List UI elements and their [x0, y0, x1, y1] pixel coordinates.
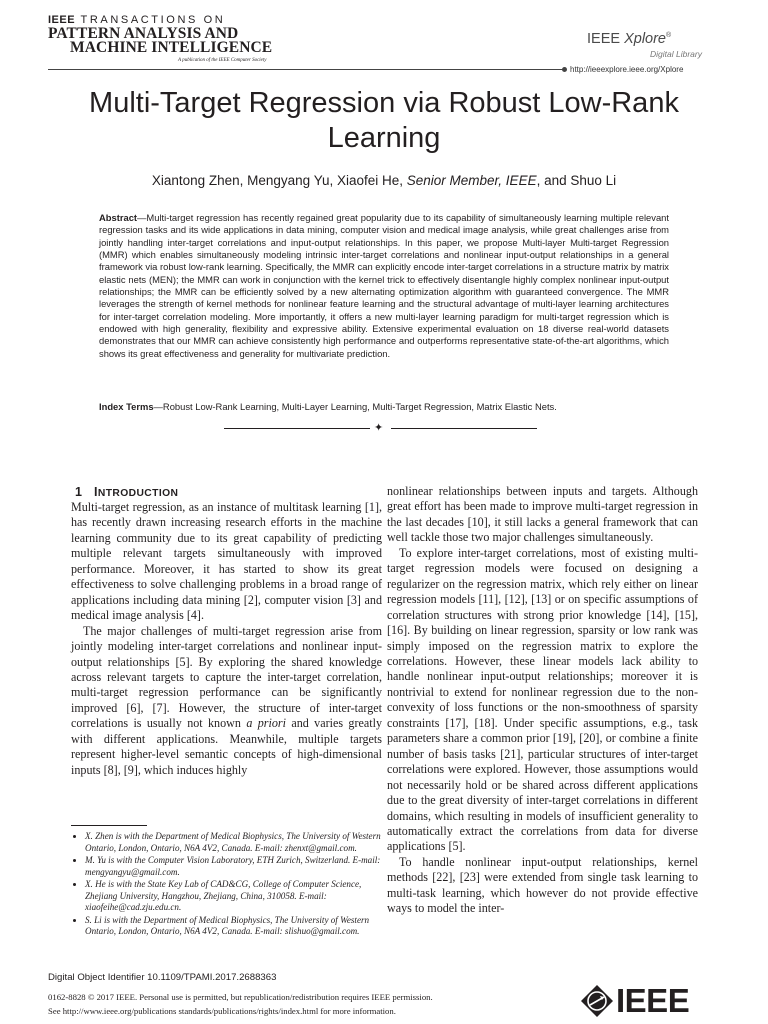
col1-paragraph-1: Multi-target regression, as an instance of multitask learning [1], has recently drawn increasing research efforts in the machine learning community due to its great capability of predicting multiple relevant targets simultaneously with improved performance. Moreover, it has started to show its great effectiveness to solve challenging problems in a broad range of applications including data mining [2], computer vision [3] and medical image analysis [4]. — [71, 500, 382, 623]
publication-note: A publication of the IEEE Computer Society — [178, 58, 267, 63]
header-rule — [48, 69, 564, 70]
abstract-text: —Multi-target regression has recently regained great popularity due to its capability of simultaneously learning multiple relevant regression tasks and its wide applications in data mining, computer vision and medical image analysis, while great challenges arise from jointly handling inter-target correlations and input-output relationships. In this paper, we propose Multi-layer Multi-target Regression (MMR) which enables simultaneously modeling intrinsic inter-target correlations and nonlinear input-output relationships in a general framework via robust low-rank learning. Specifically, the MMR can explicitly encode inter-target correlations in a structure matrix by matrix elastic nets (MEN); the MMR can work in conjunction with the kernel trick to effectively disentangle highly complex nonlinear input-output relationships; the MMR can be efficiently solved by a new alternating optimization algorithm with guaranteed convergence. The MMR leverages the strength of kernel methods for nonlinear feature learning and the structural advantage of multi-layer learning architectures for inter-target correlation modeling. More importantly, it offers a new multi-layer learning paradigm for multi-target regression which is endowed with high generality, flexibility and expressive ability. Extensive experimental evaluation on 18 diverse real-world datasets demonstrates that our MMR can achieve consistently high performance and outperforms representative state-of-the-art algorithms, which shows its great effectiveness and generality for multivariate prediction. — [99, 212, 669, 359]
divider-right — [391, 428, 537, 429]
xplore-reg: ® — [666, 32, 672, 40]
index-terms-label: Index Terms — [99, 401, 154, 412]
copyright-line-1: 0162-8828 © 2017 IEEE. Personal use is permitted, but republication/redistribution requires IEEE permission. — [48, 992, 433, 1002]
xplore-logo — [587, 31, 671, 47]
divider-diamond-icon: ✦ — [374, 422, 384, 434]
abstract — [99, 212, 669, 360]
copyright-line-2: See http://www.ieee.org/publications standards/publications/rights/index.html for more information. — [48, 1006, 396, 1016]
authors-plain: Xiantong Zhen, Mengyang Yu, Xiaofei He, — [151, 173, 407, 188]
col2-paragraph-1: nonlinear relationships between inputs and targets. Although great effort has been made to improve multi-target regression in the last decades [10], it still lacks a general framework that can well tackle those two major challenges simultaneously. — [387, 484, 698, 545]
masthead-transactions: TRANSACTIONS ON — [80, 14, 226, 26]
journal-name-line1: PATTERN ANALYSIS AND — [48, 25, 239, 42]
col1-p2-part-b: and varies greatly with different applications. Meanwhile, multiple targets represent higher-level semantic concepts of high-dimensional inputs [8], [9], which induces highly — [71, 716, 382, 777]
section-heading — [75, 485, 178, 499]
col2-paragraph-3: To handle nonlinear input-output relationships, kernel methods [22], [23] were extended from single task learning to multi-task learning, which however do not provide effective ways to model the inter- — [387, 854, 698, 916]
header-rule-dot — [562, 67, 567, 72]
footnote-item: • S. Li is with the Department of Medical Biophysics, The University of Western Ontario, London, Ontario, N6A 4V2, Canada. E-mail: slishuo@gmail.com. — [85, 915, 382, 938]
doi-line: Digital Object Identifier 10.1109/TPAMI.2017.2688363 — [48, 972, 277, 983]
abstract-label: Abstract — [99, 212, 138, 223]
column-left — [71, 500, 382, 778]
authors-last: , and Shuo Li — [536, 173, 617, 188]
xplore-subtitle: Digital Library — [650, 49, 702, 59]
divider-left — [224, 428, 370, 429]
ieee-diamond-logo-icon — [580, 984, 614, 1018]
section-title-first: I — [93, 485, 98, 499]
section-number: 1 — [75, 485, 83, 499]
footnote-item: • X. He is with the State Key Lab of CAD&CG, College of Computer Science, Zhejiang University, Hangzhou, Zhejiang, China, 310058. E-mail: xiaofeihe@cad.zju.edu.cn. — [85, 879, 382, 914]
paper-title: Multi-Target Regression via Robust Low-Rank Learning — [89, 87, 679, 154]
index-terms — [99, 401, 669, 413]
index-terms-text: —Robust Low-Rank Learning, Multi-Layer Learning, Multi-Target Regression, Matrix Elastic Nets. — [153, 401, 557, 412]
col2-paragraph-2: To explore inter-target correlations, most of existing multi-target regression models were focused on designing a regularizer on the regression matrix, which rely either on linear regression models [11], [12], [13] or on specific assumptions of correlation structures with strong prior knowledge [14], [15], [16]. By building on linear regression, sparsity or low rank was simply imposed on the regression matrix to explore the correlations. However, these linear models lack ability to handle nonlinear input-output relationships; moreover it is nontrivial to extend for nonlinear regression due to the non-convexity of loss functions or the non-smoothness of sparsity constraints [17], [18]. Under specific assumptions, e.g., task parameters share a common prior [19], [20], or combine a finite number of basis tasks [21], particular structures of inter-target correlations were explored. However, those assumptions would not necessarily hold or be shared across different applications due to the great diversity of inter-target correlations in different domains, which resulting in models of insufficient generality to automatically extract the correlations from data for diverse applications [5]. — [387, 545, 698, 854]
paper-authors — [48, 173, 720, 188]
col1-p2-italic: a priori — [246, 716, 286, 731]
col1-paragraph-2 — [71, 624, 382, 779]
masthead-ieee: IEEE — [48, 14, 76, 26]
xplore-ieee: IEEE — [587, 31, 621, 47]
xplore-name: Xplore — [624, 31, 666, 47]
xplore-url[interactable]: http://ieeexplore.ieee.org/Xplore — [570, 65, 684, 74]
footnote-item: • M. Yu is with the Computer Vision Laboratory, ETH Zurich, Switzerland. E-mail: mengyangyu@gmail.com. — [85, 855, 382, 878]
footnote-rule — [71, 825, 147, 826]
authors-role: Senior Member, IEEE — [406, 173, 537, 188]
col1-p2-part-a: The major challenges of multi-target regression arise from jointly modeling inter-target correlations and nonlinear input-output relationships [5]. By exploring the shared knowledge across relevant targets to capture the inter-target correlation, multi-target regression performance can be significantly improved [6], [7]. However, the structure of inter-target correlations is usually not known — [71, 623, 382, 731]
footnote-item: • X. Zhen is with the Department of Medical Biophysics, The University of Western Ontario, London, Ontario, N6A 4V2, Canada. E-mail: zhenxt@gmail.com. — [85, 831, 382, 854]
section-title-rest: NTRODUCTION — [97, 488, 179, 499]
ieee-logo-text: IEEE — [616, 982, 690, 1019]
journal-name-line2: MACHINE INTELLIGENCE — [70, 39, 273, 56]
author-footnotes — [71, 831, 382, 939]
column-right — [387, 484, 698, 917]
